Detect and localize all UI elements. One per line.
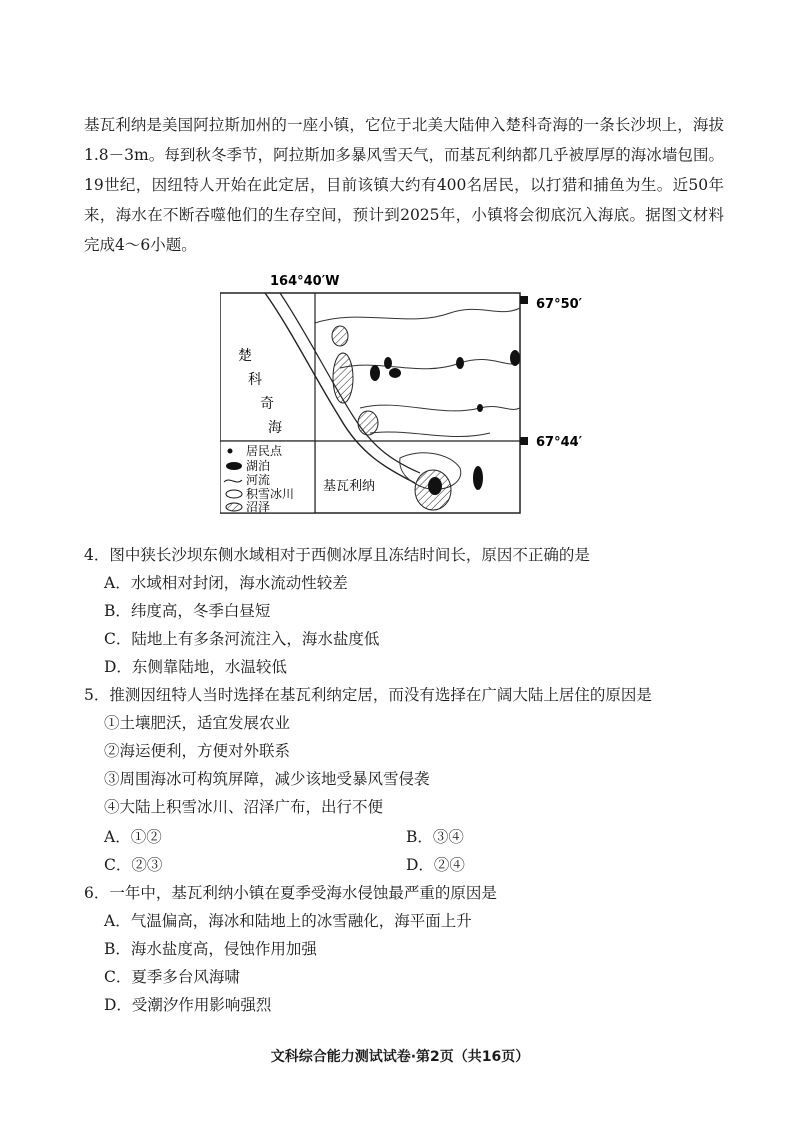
legend-settlement-icon [228, 449, 233, 454]
question-6-stem: 6．一年中，基瓦利纳小镇在夏季受海水侵蚀最严重的原因是 [84, 884, 497, 902]
latitude-top-label: 67°50′ [536, 297, 583, 312]
lake-3 [389, 368, 401, 378]
latitude-top-marker [520, 296, 528, 304]
sea-label-1: 楚 [238, 348, 252, 364]
question-4-stem: 4．图中狭长沙坝东侧水域相对于西侧冰厚且冻结时间长，原因不正确的是 [84, 546, 590, 564]
q6-option-b: B．海水盐度高，侵蚀作用加强 [104, 940, 317, 958]
sea-label-3: 奇 [260, 396, 274, 412]
q5-option-c: C．②③ [104, 856, 163, 874]
marsh-1 [333, 353, 353, 403]
lake-4 [510, 350, 520, 366]
q5-option-b: B．③④ [406, 828, 464, 846]
legend-glacier-label: 积雪冰川 [246, 487, 295, 501]
question-5-stem: 5．推测因纽特人当时选择在基瓦利纳定居，而没有选择在广阔大陆上居住的原因是 [84, 686, 652, 704]
q5-statement-3: ③周围海冰可构筑屏障，减少该地受暴风雪侵袭 [104, 770, 430, 788]
map-figure [220, 268, 600, 518]
latitude-bottom-label: 67°44′ [536, 435, 583, 450]
q6-option-d: D．受潮汐作用影响强烈 [104, 996, 272, 1014]
sea-label-4: 海 [268, 420, 282, 436]
q4-option-a: A．水域相对封闭，海水流动性较差 [104, 574, 348, 592]
page-footer: 文科综合能力测试试卷·第2页（共16页） [270, 1049, 530, 1065]
legend-marsh-label: 沼泽 [246, 500, 271, 514]
marsh-2 [358, 411, 378, 435]
lake-6 [428, 477, 442, 495]
legend-lake-label: 湖泊 [246, 459, 271, 473]
legend-lake-icon [226, 462, 242, 470]
q5-option-d: D．②④ [406, 856, 465, 874]
q4-option-d: D．东侧靠陆地，水温较低 [104, 658, 287, 676]
intro-paragraph: 基瓦利纳是美国阿拉斯加州的一座小镇，它位于北美大陆伸入楚科奇海的一条长沙坝上，海拔1.8－3m。每到秋冬季节，阿拉斯加多暴风雪天气，而基瓦利纳都几乎被厚厚的海冰墙包围。19世纪，因纽特人开始在此定居，目前该镇大约有400名居民，以打猎和捕鱼为生。近50年来，海水在不断吞噬他们的生存空间，预计到2025年，小镇将会彻底沉入海底。据图文材料完成4～6小题。 [84, 116, 724, 254]
lake-1 [370, 365, 380, 381]
q5-option-a: A．①② [104, 828, 162, 846]
lake-2 [384, 357, 392, 369]
q5-statement-1: ①土壤肥沃，适宜发展农业 [104, 714, 291, 732]
longitude-label: 164°40′W [270, 274, 340, 289]
lake-5 [456, 357, 464, 369]
latitude-bottom-marker [520, 437, 528, 445]
town-label: 基瓦利纳 [323, 479, 376, 494]
legend-river-label: 河流 [246, 473, 271, 487]
marsh-3 [332, 326, 348, 346]
q4-option-b: B．纬度高，冬季白昼短 [104, 602, 271, 620]
legend-marsh-icon [226, 503, 242, 511]
legend-settlement-label: 居民点 [246, 444, 283, 458]
q5-statement-4: ④大陆上积雪冰川、沼泽广布，出行不便 [104, 798, 384, 816]
q4-option-c: C．陆地上有多条河流注入，海水盐度低 [104, 630, 380, 648]
q6-option-a: A．气温偏高，海冰和陆地上的冰雪融化，海平面上升 [104, 912, 472, 930]
sea-label-2: 科 [248, 372, 262, 388]
lake-7 [473, 466, 483, 490]
lake-8 [477, 404, 483, 412]
q6-option-c: C．夏季多台风海啸 [104, 968, 240, 986]
q5-statement-2: ②海运便利，方便对外联系 [104, 742, 291, 760]
